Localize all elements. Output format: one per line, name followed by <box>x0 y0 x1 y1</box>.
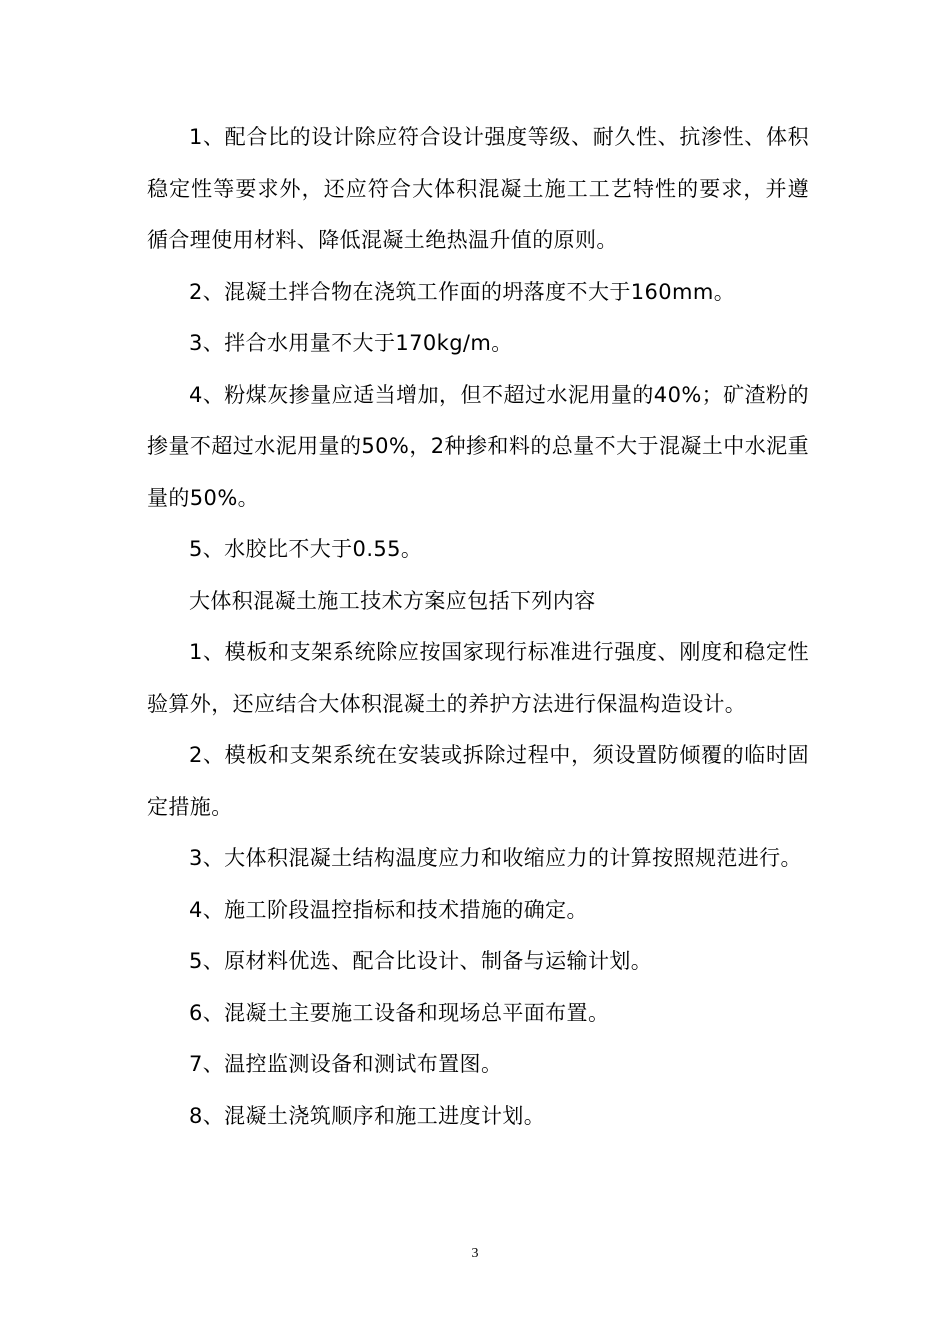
paragraph-water-binder-ratio: 5、水胶比不大于0.55。 <box>189 537 423 561</box>
paragraph-formwork-design: 1、模板和支架系统除应按国家现行标准进行强度、刚度和稳定性验算外，还应结合大体积混凝土的养护方法进行保温构造设计。 <box>147 640 809 716</box>
paragraph-slump-limit: 2、混凝土拌合物在浇筑工作面的坍落度不大于160mm。 <box>189 279 736 304</box>
paragraph-temperature-control: 4、施工阶段温控指标和技术措施的确定。 <box>189 897 588 922</box>
paragraph-water-content: 3、拌合水用量不大于170kg/m。 <box>189 331 513 355</box>
paragraph-materials-plan: 5、原材料优选、配合比设计、制备与运输计划。 <box>189 949 653 973</box>
paragraph-mix-design-requirements: 1、配合比的设计除应符合设计强度等级、耐久性、抗渗性、体积稳定性等要求外，还应符合大体积混凝土施工工艺特性的要求，并遵循合理使用材料、降低混凝土绝热温升值的原则。 <box>147 125 809 252</box>
paragraph-monitoring-layout: 7、温控监测设备和测试布置图。 <box>189 1052 503 1076</box>
paragraph-equipment-layout: 6、混凝土主要施工设备和现场总平面布置。 <box>189 1000 610 1025</box>
paragraph-pouring-schedule: 8、混凝土浇筑顺序和施工进度计划。 <box>189 1103 546 1128</box>
document-body <box>147 112 809 1142</box>
paragraph-section-heading: 大体积混凝土施工技术方案应包括下列内容 <box>189 588 596 613</box>
paragraph-stress-calculation: 3、大体积混凝土结构温度应力和收缩应力的计算按照规范进行。 <box>189 846 802 870</box>
paragraph-formwork-fixing: 2、模板和支架系统在安装或拆除过程中，须设置防倾覆的临时固定措施。 <box>147 743 809 819</box>
page-number: 3 <box>471 1246 479 1261</box>
paragraph-admixture-limits: 4、粉煤灰掺量应适当增加，但不超过水泥用量的40%；矿渣粉的掺量不超过水泥用量的50%，2种掺和料的总量不大于混凝土中水泥重量的50%。 <box>147 382 809 510</box>
